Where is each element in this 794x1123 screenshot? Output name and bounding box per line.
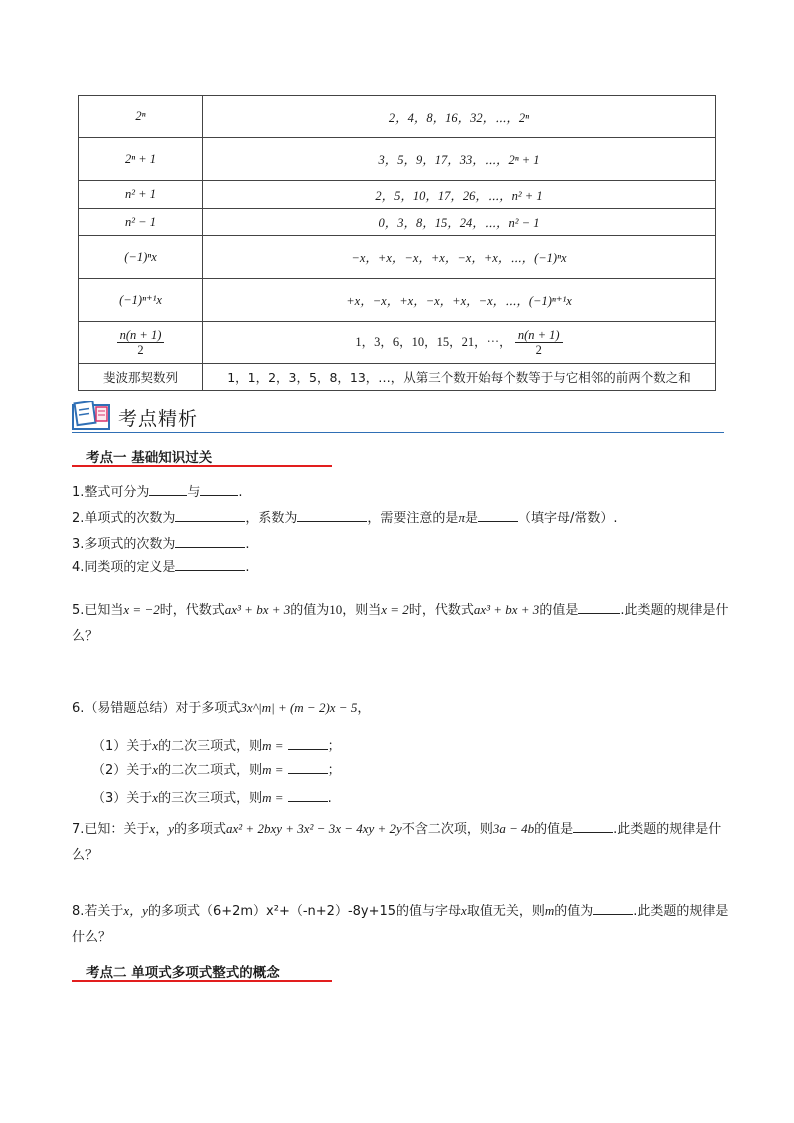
question-6-part-1: （1）关于x的二次三项式，则m = ； bbox=[92, 735, 341, 754]
sequence-prefix: 1，3，6，10，15，21，⋯， bbox=[355, 334, 512, 349]
table-cell-formula: 2ⁿ + 1 bbox=[79, 138, 203, 181]
table-row bbox=[79, 236, 716, 279]
question-3: 3.多项式的次数为 . bbox=[72, 533, 250, 556]
question-5: 5.已知当x = −2时，代数式ax³ + bx + 3的值为10，则当x = 2时，代数式ax³ + bx + 3的值是 .此类题的规律是什么？ bbox=[72, 597, 732, 650]
table-row bbox=[79, 209, 716, 236]
table-cell-sequence: −x，+x，−x，+x，−x，+x，⋯，(−1)ⁿx bbox=[203, 236, 716, 279]
question-1: 1.整式可分为 与 . bbox=[72, 481, 243, 504]
answer-blank[interactable] bbox=[175, 533, 245, 548]
table-row bbox=[79, 181, 716, 209]
fraction bbox=[117, 328, 165, 358]
sequence-table bbox=[78, 95, 716, 391]
fraction-numerator: n(n + 1) bbox=[515, 328, 563, 343]
table-cell-sequence: 2，4，8，16，32，⋯，2ⁿ bbox=[203, 96, 716, 138]
answer-blank[interactable] bbox=[200, 481, 238, 496]
kaodian-1-heading: 考点一 基础知识过关 bbox=[86, 450, 213, 466]
table-cell-formula: 斐波那契数列 bbox=[79, 364, 203, 391]
table-cell-formula: (−1)ⁿx bbox=[79, 236, 203, 279]
fraction-denominator: 2 bbox=[137, 343, 144, 357]
table-cell-formula: n² − 1 bbox=[79, 209, 203, 236]
table-cell-formula: (−1)ⁿ⁺¹x bbox=[79, 279, 203, 322]
kaodian-2-underline bbox=[72, 980, 332, 982]
answer-blank[interactable] bbox=[288, 735, 328, 750]
answer-blank[interactable] bbox=[573, 818, 613, 833]
answer-blank[interactable] bbox=[175, 507, 245, 522]
answer-blank[interactable] bbox=[478, 507, 518, 522]
table-row bbox=[79, 322, 716, 364]
answer-blank[interactable] bbox=[149, 481, 187, 496]
answer-blank[interactable] bbox=[578, 599, 620, 614]
notebook-icon bbox=[72, 401, 112, 431]
table-row bbox=[79, 138, 716, 181]
table-cell-sequence: 1，1，2，3，5，8，13，…，从第三个数开始每个数等于与它相邻的前两个数之和 bbox=[203, 364, 716, 391]
fraction bbox=[515, 328, 563, 358]
question-6-part-3: （3）关于x的三次三项式，则m = . bbox=[92, 787, 332, 806]
table-cell-formula: n² + 1 bbox=[79, 181, 203, 209]
kaodian-1-underline bbox=[72, 465, 332, 467]
fraction-numerator: n(n + 1) bbox=[117, 328, 165, 343]
section-title: 考点精析 bbox=[118, 408, 199, 430]
question-4: 4.同类项的定义是 . bbox=[72, 556, 250, 579]
kaodian-2-heading: 考点二 单项式多项式整式的概念 bbox=[86, 965, 280, 981]
table-row bbox=[79, 96, 716, 138]
answer-blank[interactable] bbox=[288, 787, 328, 802]
table-row bbox=[79, 364, 716, 391]
table-cell-sequence: +x，−x，+x，−x，+x，−x，⋯，(−1)ⁿ⁺¹x bbox=[203, 279, 716, 322]
table-cell-sequence: 3，5，9，17，33，⋯，2ⁿ + 1 bbox=[203, 138, 716, 181]
question-7: 7.已知：关于x，y的多项式ax² + 2bxy + 3x² − 3x − 4xy + 2y不含二次项，则3a − 4b的值是 .此类题的规律是什么？ bbox=[72, 816, 732, 869]
table-cell-sequence: 0，3，8，15，24，⋯，n² − 1 bbox=[203, 209, 716, 236]
question-8: 8.若关于x，y的多项式（6+2m）x²+（-n+2）-8y+15的值与字母x取值无关，则m的值为 .此类题的规律是什么？ bbox=[72, 898, 732, 951]
answer-blank[interactable] bbox=[593, 900, 633, 915]
answer-blank[interactable] bbox=[297, 507, 367, 522]
table-cell-formula: 2ⁿ bbox=[79, 96, 203, 138]
question-6-part-2: （2）关于x的二次二项式，则m = ； bbox=[92, 759, 341, 778]
fraction-denominator: 2 bbox=[535, 343, 542, 357]
section-divider bbox=[72, 432, 724, 433]
answer-blank[interactable] bbox=[175, 556, 245, 571]
table-cell-formula bbox=[79, 322, 203, 364]
table-row bbox=[79, 279, 716, 322]
table-cell-sequence: 2，5，10，17，26，⋯，n² + 1 bbox=[203, 181, 716, 209]
answer-blank[interactable] bbox=[288, 759, 328, 774]
question-6: 6.（易错题总结）对于多项式3x^|m| + (m − 2)x − 5， bbox=[72, 700, 371, 716]
table-cell-sequence bbox=[203, 322, 716, 364]
question-2: 2.单项式的次数为 ，系数为 ，需要注意的是π是 （填字母/常数）. bbox=[72, 507, 617, 530]
